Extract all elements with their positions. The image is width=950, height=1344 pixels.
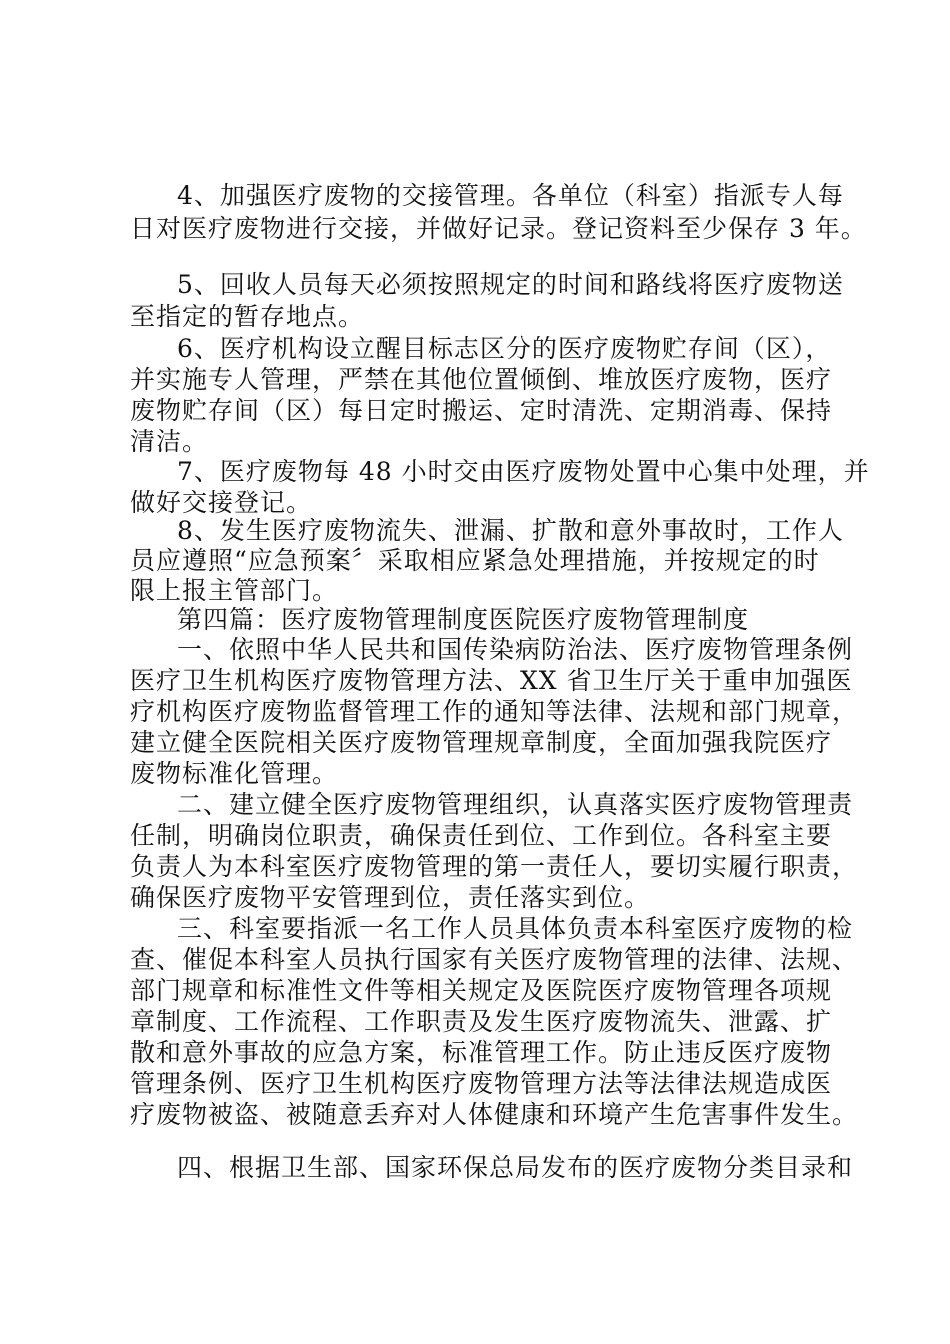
- text-line: 废物贮存间（区）每日定时搬运、定时清洗、定期消毒、保持: [130, 396, 833, 425]
- text-line: 疗机构医疗废物监督管理工作的通知等法律、法规和部门规章，: [130, 697, 859, 726]
- text-line: 三、科室要指派一名工作人员具体负责本科室医疗废物的检: [177, 914, 854, 943]
- text-line: 章制度、工作流程、工作职责及发生医疗废物流失、泄露、扩: [130, 1007, 833, 1036]
- text-line: 二、建立健全医疗废物管理组织，认真落实医疗废物管理责: [177, 790, 854, 819]
- text-line: 部门规章和标准性文件等相关规定及医院医疗废物管理各项规: [130, 976, 833, 1005]
- text-line: 6、医疗机构设立醒目标志区分的医疗废物贮存间（区），: [177, 334, 832, 363]
- text-line: 清洁。: [130, 427, 209, 456]
- text-line: 废物标准化管理。: [130, 759, 339, 788]
- text-line: 日对医疗废物进行交接，并做好记录。登记资料至少保存 3 年。: [130, 214, 867, 243]
- text-line: 7、医疗废物每 48 小时交由医疗废物处置中心集中处理，并: [177, 457, 870, 486]
- text-line: 查、催促本科室人员执行国家有关医疗废物管理的法律、法规、: [130, 945, 859, 974]
- text-line: 5、回收人员每天必须按照规定的时间和路线将医疗废物送: [177, 270, 844, 299]
- text-line: 并实施专人管理，严禁在其他位置倾倒、堆放医疗废物，医疗: [130, 365, 833, 394]
- text-line: 任制，明确岗位职责，确保责任到位、工作到位。各科室主要: [130, 821, 833, 850]
- text-line: 管理条例、医疗卫生机构医疗废物管理方法等法律法规造成医: [130, 1069, 833, 1098]
- text-line: 医疗卫生机构医疗废物管理方法、XX 省卫生厅关于重申加强医: [130, 666, 853, 695]
- section-heading: 第四篇：医疗废物管理制度医院医疗废物管理制度: [177, 605, 750, 634]
- text-line: 散和意外事故的应急方案，标准管理工作。防止违反医疗废物: [130, 1038, 833, 1067]
- text-line: 至指定的暂存地点。: [130, 302, 365, 331]
- text-line: 负责人为本科室医疗废物管理的第一责任人，要切实履行职责，: [130, 852, 859, 881]
- text-line: 员应遵照“应急预案〞采取相应紧急处理措施，并按规定的时: [130, 546, 820, 575]
- text-line: 8、发生医疗废物流失、泄漏、扩散和意外事故时，工作人: [177, 516, 844, 545]
- text-line: 做好交接登记。: [130, 488, 313, 517]
- text-line: 疗废物被盗、被随意丢弃对人体健康和环境产生危害事件发生。: [130, 1100, 859, 1129]
- text-line: 限上报主管部门。: [130, 576, 339, 605]
- text-line: 四、根据卫生部、国家环保总局发布的医疗废物分类目录和: [177, 1153, 854, 1182]
- text-line: 确保医疗废物平安管理到位，责任落实到位。: [130, 883, 651, 912]
- text-line: 4、加强医疗废物的交接管理。各单位（科室）指派专人每: [177, 181, 844, 210]
- text-line: 建立健全医院相关医疗废物管理规章制度，全面加强我院医疗: [130, 728, 833, 757]
- text-line: 一、依照中华人民共和国传染病防治法、医疗废物管理条例: [177, 635, 854, 664]
